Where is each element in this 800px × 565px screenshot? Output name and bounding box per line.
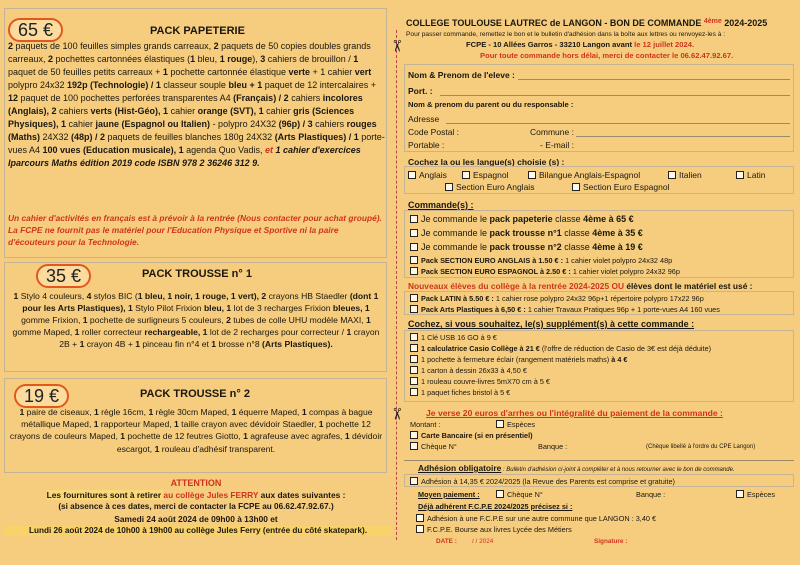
lang-bilangue[interactable]: Bilangue Anglais-Espagnol xyxy=(528,170,640,180)
attention-line4: Lundi 26 août 2024 de 10h00 à 19h00 au collège Jules Ferry (entrée du côté skatepark). xyxy=(4,526,392,535)
trousse2-price: 19 € xyxy=(14,384,69,408)
lang-anglais[interactable]: Anglais xyxy=(408,170,447,180)
supp-carton-checkbox[interactable] xyxy=(410,366,418,374)
papeterie-price: 65 € xyxy=(8,18,63,42)
moyen-paiement: Moyen paiement : xyxy=(418,490,480,499)
parent-name-field[interactable]: Nom & prenom du parent ou du responsable : xyxy=(408,100,574,109)
attention-line1: Les fournitures sont à retirer au collège Jules FERRY aux dates suivantes : xyxy=(46,490,346,500)
commune-line xyxy=(576,136,790,137)
lang-latin[interactable]: Latin xyxy=(736,170,765,180)
port-line xyxy=(440,95,790,96)
date-label: DATE : xyxy=(436,538,457,545)
supp-calculatrice[interactable]: 1 calculatrice Casio Collège à 21 € (l'offre de réduction de Casio de 3€ est déjà déduite) xyxy=(410,344,711,353)
student-name-line xyxy=(518,79,790,80)
order-euro-espagnol[interactable]: Pack SECTION EURO ESPAGNOL à 2.50 € : 1 cahier violet polypro 24x32 96p xyxy=(410,267,680,276)
section-euro-anglais[interactable]: Section Euro Anglais xyxy=(445,182,534,192)
attention-title: ATTENTION xyxy=(170,478,222,488)
order-arts-plastiques[interactable]: Pack Arts Plastiques à 6,50 € : 1 cahier Travaux Pratiques 96p + 1 porte-vues A4 160 vues xyxy=(410,305,720,314)
trousse2-list: 1 paire de ciseaux, 1 règle 16cm, 1 règle 30cm Maped, 1 équerre Maped, 1 compas à bague métallique Maped, 1 rapporteur Maped, 1 taille crayon avec dévidoir Staedler, 1 pochette 12 crayons de couleurs Maped, 1 pochette de 12 feutres Giotto, 1 agrafeuse avec agrafes, 1 dévidoir escargot, 1 rouleau d'adhésif transparent. xyxy=(9,407,383,454)
adhesion-banque[interactable]: Banque : xyxy=(636,490,666,499)
lang-italien-checkbox[interactable] xyxy=(668,171,676,179)
supp-usb-checkbox[interactable] xyxy=(410,333,418,341)
lang-anglais-checkbox[interactable] xyxy=(408,171,416,179)
payment-title: Je verse 20 euros d'arrhes ou l'intégralité du paiement de la commande : xyxy=(426,408,723,418)
adhesion-cheque[interactable]: Chèque N° xyxy=(496,490,543,499)
address-field[interactable]: Adresse xyxy=(408,114,440,124)
papeterie-list: 2 paquets de 100 feuilles simples grands carreaux, 2 paquets de 50 copies doubles grands carreaux, 2 pochettes cartonnées élastiques (1 bleu, 1 rouge), 3 cahiers de brouillon / 1 paquet de 50 feuilles petits carreaux + 1 pochette cartonnée élastique verte + 1 cahier vert polypro 24x32 192p (Technologie) / 1 classeur souple bleu + 1 paquet de 12 intercalaires + 12 paquet de 100 pochettes perforées transparentes A4 (Français) / 2 cahiers incolores (Anglais), 2 cahiers verts (Hist-Géo), 1 cahier orange (SVT), 1 cahier gris (Sciences Physiques), 1 cahier jaune (Espagnol ou Italien) - polypro 24X32 (96p) / 3 cahiers rouges (Maths) 24X32 (48p) / 2 paquets de feuilles blanches 180g 24X32 (Arts Plastiques) / 1 porte-vues A4 100 vues (Education musicale), 1 agenda Quo Vadis, et 1 cahier d'exercices Iparcours Maths édition 2019 code ISBN 978 2 36246 312 9. xyxy=(8,41,385,168)
pay-carte-checkbox[interactable] xyxy=(410,431,418,439)
adhesion-title: Adhésion obligatoire : Bulletin d'adhésion ci-joint à compléter et à nous retourner avec le bon de commande. xyxy=(418,463,735,473)
commune-field[interactable]: Commune : xyxy=(530,127,574,137)
payment-divider xyxy=(404,460,794,461)
trousse1-price: 35 € xyxy=(36,264,91,288)
trousse1-list: 1 Stylo 4 couleurs, 4 stylos BIC (1 bleu, 1 noir, 1 rouge, 1 vert), 2 crayons HB Staedler (dont 1 pour les Arts Plastiques), 1 Stylo Pilot Frixion bleu, 1 lot de 3 recharges Frixion bleues, 1 gomme Frixion, 1 pochette de surligneurs 5 couleurs, 2 tubes de colle UHU modèle MAXI, 1 gomme Maped, 1 roller correcteur rechargeable, 1 lot de 2 recharges pour correcteur / 1 crayon 2B + 1 crayon 4B + 1 pinceau fin n°4 et 1 brosse n°8 (Arts Plastiques). xyxy=(12,291,380,349)
supp-pochette-checkbox[interactable] xyxy=(410,355,418,363)
address-line xyxy=(446,123,790,124)
form-late-note: Pour toute commande hors délai, merci de contacter le 06.62.47.92.67. xyxy=(480,51,734,60)
language-title: Cochez la ou les langue(s) choisie (s) : xyxy=(408,157,565,167)
order-trousse1-checkbox[interactable] xyxy=(410,229,418,237)
pay-especes-checkbox[interactable] xyxy=(496,420,504,428)
supp-usb[interactable]: 1 Clé USB 16 GO à 9 € xyxy=(410,333,497,342)
new-students-title: Nouveaux élèves du collège à la rentrée 2024-2025 OU élèves dont le matériel est usé : xyxy=(408,281,753,291)
cut-line xyxy=(396,30,397,540)
adhesion-checkbox[interactable] xyxy=(410,477,418,485)
order-euro-espagnol-checkbox[interactable] xyxy=(410,267,418,275)
supp-carton[interactable]: 1 carton à dessin 26x33 à 4,50 € xyxy=(410,366,527,375)
order-latin[interactable]: Pack LATIN à 5.50 € : 1 cahier rose polypro 24x32 96p+1 répertoire polypro 17x22 96p xyxy=(410,294,704,303)
order-euro-anglais-checkbox[interactable] xyxy=(410,256,418,264)
supp-bristol-checkbox[interactable] xyxy=(410,388,418,396)
deja-bourse-livres-checkbox[interactable] xyxy=(416,525,424,533)
lang-espagnol[interactable]: Espagnol xyxy=(462,170,508,180)
section-euro-espagnol-checkbox[interactable] xyxy=(572,183,580,191)
order-trousse2[interactable]: Je commande le pack trousse n°2 classe 4ème à 19 € xyxy=(410,242,643,252)
lang-italien[interactable]: Italien xyxy=(668,170,702,180)
pay-cheque[interactable]: Chèque N° xyxy=(410,442,457,451)
attention-line3: Samedi 24 août 2024 de 09h00 à 13h00 et xyxy=(114,514,278,524)
order-papeterie[interactable]: Je commande le pack papeterie classe 4ème à 65 € xyxy=(410,214,634,224)
pay-ordre-note: (Chèque libellé à l'ordre du CPE Langon) xyxy=(646,444,756,450)
date-field[interactable]: / / 2024 xyxy=(472,538,494,545)
form-intro: Pour passer commande, remettez le bon et le bulletin d'adhésion dans la boîte aux lettres ou renvoyez-les à : xyxy=(406,31,726,38)
section-euro-espagnol[interactable]: Section Euro Espagnol xyxy=(572,182,669,192)
commande-title: Commande(s) : xyxy=(408,200,474,210)
deja-bourse-livres[interactable]: F.C.P.E. Bourse aux livres Lycée des Métiers xyxy=(416,525,572,534)
papeterie-title: PACK PAPETERIE xyxy=(150,25,245,37)
supp-bristol[interactable]: 1 paquet fiches bristol à 5 € xyxy=(410,388,510,397)
order-arts-plastiques-checkbox[interactable] xyxy=(410,305,418,313)
signature-label: Signature : xyxy=(594,538,628,545)
papeterie-note: Un cahier d'activités en français est à prévoir à la rentrée (Nous contacter pour achat groupé). La FCPE ne fournit pas le matériel pour l'Education Physique et Sportive ni la paire d'écouteurs pour la Technologie. xyxy=(8,213,382,247)
lang-espagnol-checkbox[interactable] xyxy=(462,171,470,179)
supplements-title: Cochez, si vous souhaitez, le(s) supplément(s) à cette commande : xyxy=(408,319,695,329)
scissors-icon-top: ✂ xyxy=(387,39,405,53)
order-papeterie-checkbox[interactable] xyxy=(410,215,418,223)
email-field[interactable]: - E-mail : xyxy=(540,140,574,150)
order-latin-checkbox[interactable] xyxy=(410,294,418,302)
order-euro-anglais[interactable]: Pack SECTION EURO ANGLAIS à 1.50 € : 1 cahier violet polypro 24x32 48p xyxy=(410,256,672,265)
portable-field[interactable]: Portable : xyxy=(408,140,445,150)
trousse1-title: PACK TROUSSE n° 1 xyxy=(142,268,252,280)
supp-calculatrice-checkbox[interactable] xyxy=(410,344,418,352)
deja-adherent-title: Déjà adhérent F.C.P.E 2024/2025 précisez si : xyxy=(418,502,573,511)
pay-banque[interactable]: Banque : xyxy=(538,442,568,451)
attention-line2: (si absence à ces dates, merci de contacter la FCPE au 06.62.47.92.67.) xyxy=(58,502,334,511)
order-trousse2-checkbox[interactable] xyxy=(410,243,418,251)
adhesion-especes-checkbox[interactable] xyxy=(736,490,744,498)
pay-especes[interactable]: Espèces xyxy=(496,420,535,429)
lang-latin-checkbox[interactable] xyxy=(736,171,744,179)
deja-autre-commune[interactable]: Adhésion à une F.C.P.E sur une autre commune que LANGON : 3,40 € xyxy=(416,514,656,523)
pay-carte[interactable]: Carte Bancaire (si en présentiel) xyxy=(410,431,533,440)
deja-autre-commune-checkbox[interactable] xyxy=(416,514,424,522)
lang-bilangue-checkbox[interactable] xyxy=(528,171,536,179)
form-title: COLLEGE TOULOUSE LAUTREC de LANGON - BON DE COMMANDE $^{4ème}$ 2024-2025 xyxy=(406,18,768,28)
supp-couvre-livres-checkbox[interactable] xyxy=(410,377,418,385)
trousse2-title: PACK TROUSSE n° 2 xyxy=(140,388,250,400)
scissors-icon-bottom: ✂ xyxy=(387,407,405,421)
order-trousse1[interactable]: Je commande le pack trousse n°1 classe 4ème à 35 € xyxy=(410,228,643,238)
port-field[interactable]: Port. : xyxy=(408,86,433,96)
form-address: FCPE - 10 Allées Garros - 33210 Langon avant le 12 juillet 2024. xyxy=(466,40,695,49)
adhesion-cheque-checkbox[interactable] xyxy=(496,490,504,498)
adhesion-option[interactable]: Adhésion à 14,35 € 2024/2025 (la Revue des Parents est comprise et gratuite) xyxy=(410,477,675,486)
section-euro-anglais-checkbox[interactable] xyxy=(445,183,453,191)
student-name-field[interactable]: Nom & Prenom de l'eleve : xyxy=(408,70,515,80)
supp-couvre-livres[interactable]: 1 rouleau couvre-livres 5mX70 cm à 5 € xyxy=(410,377,550,386)
supp-pochette[interactable]: 1 pochette à fermeture éclair (rangement matériels maths) à 4 € xyxy=(410,355,627,364)
adhesion-especes[interactable]: Espèces xyxy=(736,490,775,499)
montant-field[interactable]: Montant : xyxy=(410,420,441,429)
postal-code-field[interactable]: Code Postal : xyxy=(408,127,460,137)
pay-cheque-checkbox[interactable] xyxy=(410,442,418,450)
